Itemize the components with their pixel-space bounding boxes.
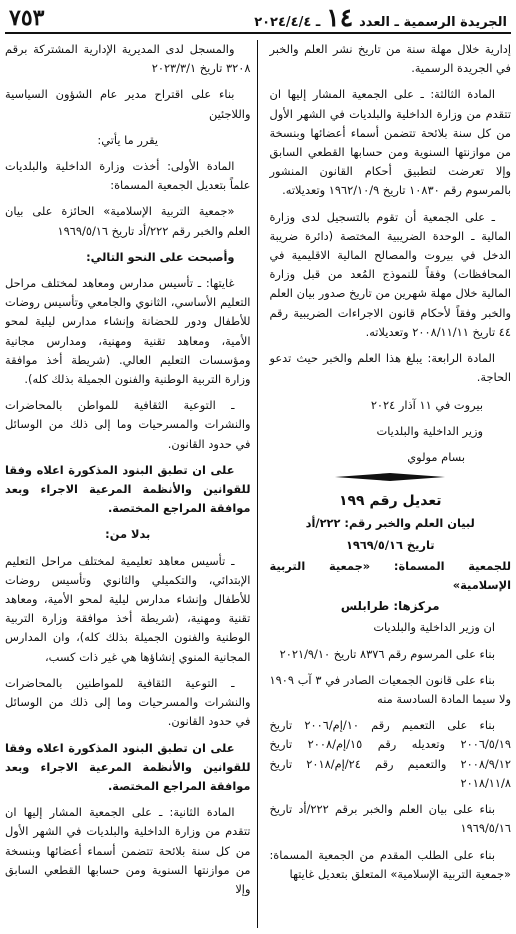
association-seat: مركزها: طرابلس bbox=[340, 599, 440, 614]
new-purposes-cultural: ـ التوعية الثقافية للمواطن بالمحاضرات والنشرات والمسرحيات وما إلى ذلك من الوسائل في حدود القانون. bbox=[5, 398, 251, 451]
recital: بناء على قانون الجمعيات الصادر في ٣ آب ١٩٠٩ ولا سيما المادة السادسة منه bbox=[269, 672, 511, 707]
paragraph: والمسجل لدى المديرية الإدارية المشتركة برقم ٣٢٠٨ تاريخ ٢٠٢٣/٣/١ bbox=[5, 42, 251, 76]
paragraph: إدارية خلال مهلة سنة من تاريخ نشر العلم والخبر في الجريدة الرسمية. bbox=[269, 42, 511, 76]
page-number: ٧٥٣ bbox=[9, 5, 45, 31]
left-column bbox=[5, 40, 252, 928]
article-two: المادة الثانية: ـ على الجمعية المشار إليها ان تتقدم من وزارة الداخلية والبلديات في الشهر الأول من كل سنة بلائحة تتضمن أسماء أعضائها وبنسخة من موازنتها السنوية ومن حسابها القطعي السابق وإلا bbox=[5, 805, 251, 896]
new-purposes: غايتها: ـ تأسيس مدارس ومعاهد لمختلف مراحل التعليم الأساسي، الثانوي والجامعي وتأسيس روضات للأطفال ودور للحضانة وإنشاء مدارس ليلية لمحو الأمية، ومعاهد تقنية ومهنية، ومدارس مجانية ومؤسسات التعليم العالي. (شريطة أخذ موافقة وزارة التربية الوطنية والفنون الجميلة بذلك كله). bbox=[5, 276, 251, 387]
decision-heading: يقرر ما يأتي: bbox=[97, 132, 159, 147]
association-reference: «جمعية التربية الإسلامية» الحائزة على بيان العلم والخبر رقم ٢٢٢/أد تاريخ ١٩٦٩/٥/١٦ bbox=[5, 204, 251, 238]
recital: بناء على المرسوم رقم ٨٣٧٦ تاريخ ٢٠٢١/٩/١٠ bbox=[279, 646, 495, 661]
signature-title: وزير الداخلية والبلديات bbox=[376, 424, 483, 439]
article-four: المادة الرابعة: يبلغ هذا العلم والخبر حيث تدعو الحاجة. bbox=[269, 351, 511, 385]
article-three: المادة الثالثة: ـ على الجمعية المشار إليها ان تتقدم من وزارة الداخلية والبلديات في الشهر الأول من كل سنة بلائحة تتضمن أسماء أعضائها وبنسخة من موازنتها السنوية ومن حسابها القطعي السابق وإلا تعرضت لتطبيق أحكام القانون المنشور بالمرسوم رقم ١٠٨٣٠ تاريخ ١٩٦٢/١٠/٩ وتعديلاته. bbox=[269, 87, 511, 198]
old-purposes-cultural: ـ التوعية الثقافية للمواطنين بالمحاضرات والنشرات والمسرحيات وما إلى ذلك من الوسائل في حدود القانون. bbox=[5, 675, 251, 729]
signature-place-date: بيروت في ١١ آذار ٢٠٢٤ bbox=[370, 398, 483, 413]
page-header bbox=[5, 4, 511, 34]
old-purposes: ـ تأسيس معاهد تعليمية لمختلف مراحل التعليم الإبتدائي، والتكميلي والثانوي وتأسيس روضات للأطفال وإنشاء مدارس ليلية لمحو الأمية، ومعاهد تقنية ومهنية، (شريطة أخذ موافقة وزارة التربية الوطنية والفنون الجميلة بذلك كله)، وان المدارس المجانية المنوي إنشاؤها هي غير ذات كسب، bbox=[5, 553, 251, 664]
ornament-icon bbox=[335, 472, 445, 482]
amendment-number: تعديل رقم ١٩٩ bbox=[338, 493, 442, 510]
issue-number: ١٤ bbox=[326, 3, 354, 32]
gazette-name: الجريدة الرسمية ـ العدد bbox=[359, 15, 507, 30]
header-title-group bbox=[254, 3, 507, 32]
recital: بناء على بيان العلم والخبر برقم ٢٢٢/أد تاريخ ١٩٦٩/٥/١٦ bbox=[269, 802, 511, 836]
section-divider-ornament bbox=[269, 472, 511, 482]
new-wording-heading: وأصبحت على النحو التالي: bbox=[86, 249, 235, 264]
issue-date: ـ ٢٠٢٤/٤/٤ bbox=[254, 15, 321, 30]
recital: بناء على الطلب المقدم من الجمعية المسماة: «جمعية التربية الإسلامية» المتعلق بتعديل غايتها bbox=[269, 847, 511, 881]
recital: بناء على اقتراح مدير عام الشؤون السياسية واللاجئين bbox=[5, 87, 251, 121]
two-column-body bbox=[5, 40, 511, 928]
notice-number: لبيان العلم والخبر رقم: ٢٢٢/أد bbox=[305, 516, 475, 531]
notice-date: تاريخ ١٩٦٩/٥/١٦ bbox=[345, 537, 435, 552]
amendment-title-block bbox=[269, 490, 511, 616]
association-name: للجمعية المسماة: «جمعية التربية الإسلامية» bbox=[269, 558, 511, 593]
minister-line: ان وزير الداخلية والبلديات bbox=[373, 620, 495, 635]
article-one: المادة الأولى: أخذت وزارة الداخلية والبلديات علماً بتعديل الجمعية المسماة: bbox=[5, 159, 251, 193]
right-column bbox=[263, 40, 511, 928]
conformity-clause: على ان تطبق البنود المذكورة اعلاه وفقا للقوانين والأنظمة المرعية الاجراء وبعد موافقة المراجع المختصة. bbox=[5, 462, 251, 516]
paragraph: ـ على الجمعية أن تقوم بالتسجيل لدى وزارة المالية ـ الوحدة الضريبية المختصة (دائرة ضريبة الدخل في بيروت والمصالح المالية الاقليمية في المحافظات) وفقاً للنموذج المُعد من قبل وزارة المالية خلال مهلة شهرين من تاريخ صدور بيان العلم والخبر وفقاً لأحكام قانون الاجراءات الضريبية رقم ٤٤ تاريخ ٢٠٠٨/١١/١١ وتعديلاته. bbox=[269, 209, 511, 339]
column-divider bbox=[257, 40, 258, 928]
conformity-clause: على ان تطبق البنود المذكورة اعلاه وفقا للقوانين والأنظمة المرعية الاجراء وبعد موافقة المراجع المختصة. bbox=[5, 740, 251, 793]
recital: بناء على التعميم رقم ١٠/إم/٢٠٠٦ تاريخ ٢٠٠٦/٥/١٩ وتعديله رقم ١٥/إم/٢٠٠٨ تاريخ ٢٠٠٨/٩/١٢ والتعميم رقم ٢٤/إم/٢٠١٨ تاريخ ٢٠١٨/١١/٨ bbox=[269, 718, 511, 790]
instead-of-heading: بدلا من: bbox=[105, 527, 151, 542]
signature-name: بسام مولوي bbox=[407, 450, 465, 465]
